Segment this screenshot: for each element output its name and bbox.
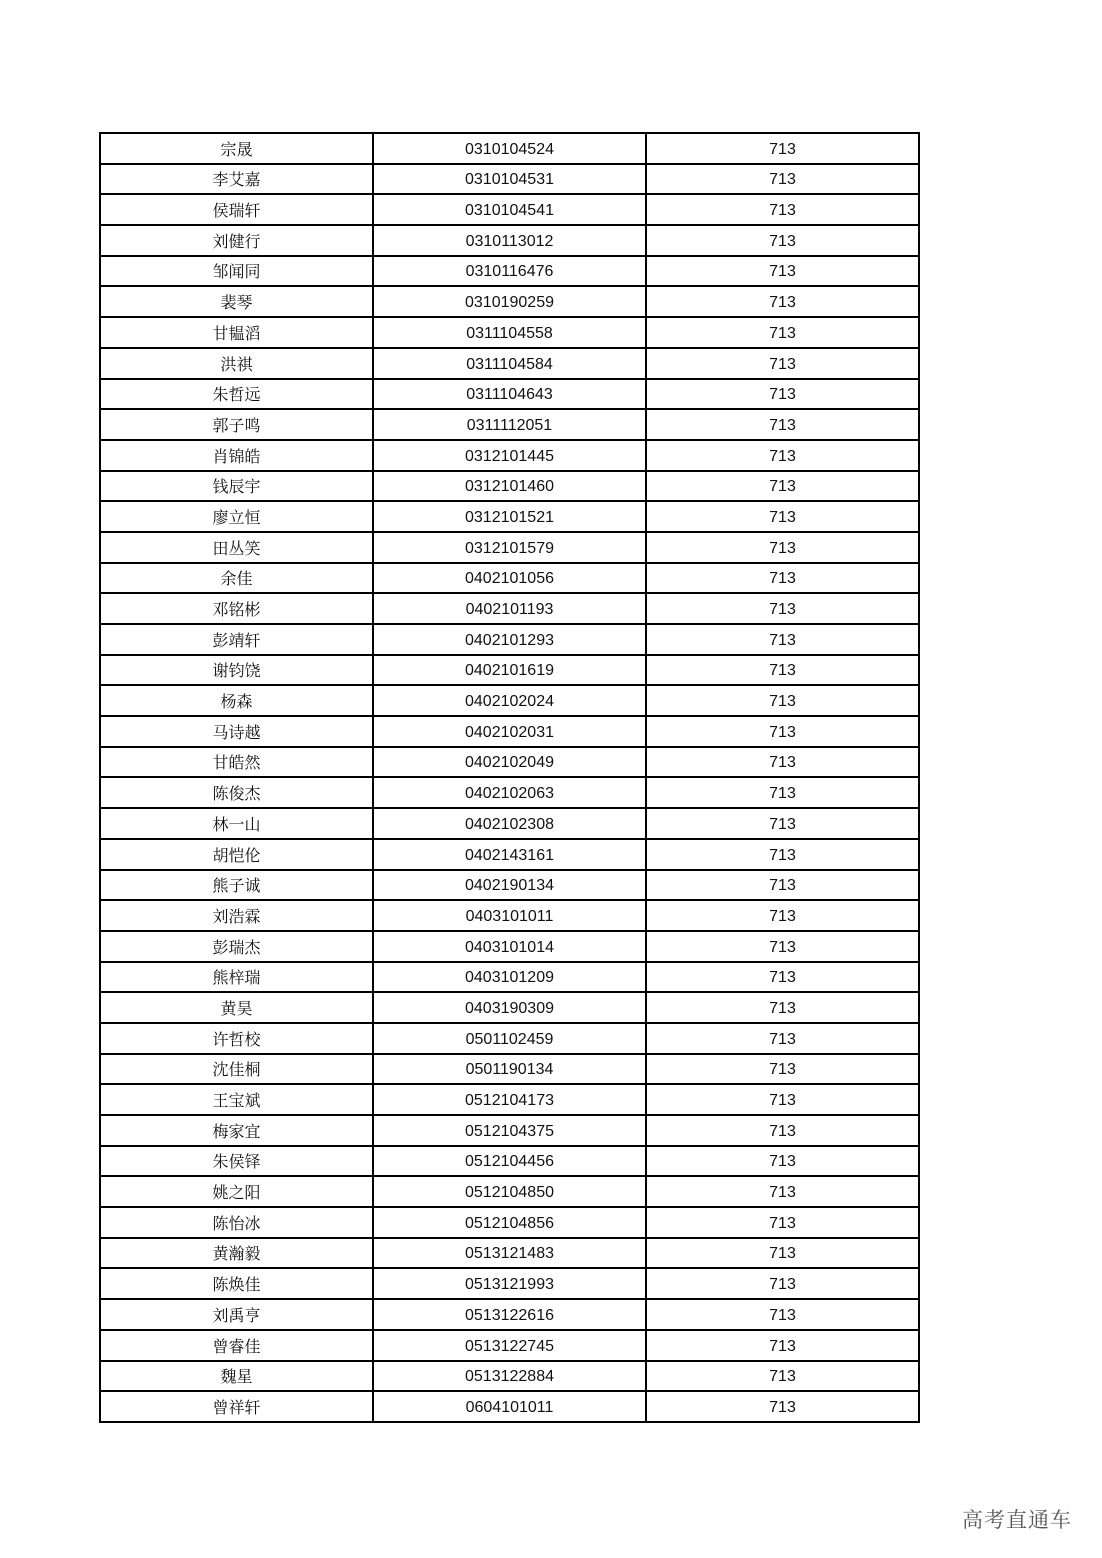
id-cell: 0402102308 xyxy=(373,808,646,839)
score-cell: 713 xyxy=(646,532,919,563)
id-cell: 0312101579 xyxy=(373,532,646,563)
name-cell: 彭瑞杰 xyxy=(100,931,373,962)
id-cell: 0513121483 xyxy=(373,1238,646,1269)
name-cell: 刘浩霖 xyxy=(100,900,373,931)
score-cell: 713 xyxy=(646,1115,919,1146)
id-cell: 0513122745 xyxy=(373,1330,646,1361)
score-cell: 713 xyxy=(646,1207,919,1238)
table-row xyxy=(100,747,919,778)
score-cell: 713 xyxy=(646,716,919,747)
name-cell: 甘韫滔 xyxy=(100,317,373,348)
score-cell: 713 xyxy=(646,563,919,594)
id-cell: 0512104850 xyxy=(373,1176,646,1207)
score-table xyxy=(99,132,920,1423)
table-row xyxy=(100,777,919,808)
score-cell: 713 xyxy=(646,348,919,379)
id-cell: 0513122616 xyxy=(373,1299,646,1330)
table-row xyxy=(100,931,919,962)
name-cell: 曾睿佳 xyxy=(100,1330,373,1361)
id-cell: 0402101619 xyxy=(373,655,646,686)
id-cell: 0512104173 xyxy=(373,1084,646,1115)
name-cell: 刘健行 xyxy=(100,225,373,256)
table-row xyxy=(100,471,919,502)
score-cell: 713 xyxy=(646,655,919,686)
name-cell: 肖锦皓 xyxy=(100,440,373,471)
table-row xyxy=(100,655,919,686)
name-cell: 沈佳桐 xyxy=(100,1054,373,1085)
score-cell: 713 xyxy=(646,1361,919,1392)
score-cell: 713 xyxy=(646,1084,919,1115)
table-row xyxy=(100,624,919,655)
score-cell: 713 xyxy=(646,777,919,808)
score-cell: 713 xyxy=(646,870,919,901)
name-cell: 王宝斌 xyxy=(100,1084,373,1115)
name-cell: 黄瀚毅 xyxy=(100,1238,373,1269)
id-cell: 0311104643 xyxy=(373,379,646,410)
score-cell: 713 xyxy=(646,379,919,410)
id-cell: 0310104524 xyxy=(373,133,646,164)
table-row xyxy=(100,256,919,287)
score-cell: 713 xyxy=(646,317,919,348)
id-cell: 0403190309 xyxy=(373,992,646,1023)
id-cell: 0310104531 xyxy=(373,164,646,195)
score-cell: 713 xyxy=(646,624,919,655)
name-cell: 黄昊 xyxy=(100,992,373,1023)
table-row xyxy=(100,900,919,931)
id-cell: 0402102031 xyxy=(373,716,646,747)
name-cell: 余佳 xyxy=(100,563,373,594)
name-cell: 邓铭彬 xyxy=(100,593,373,624)
score-cell: 713 xyxy=(646,900,919,931)
score-cell: 713 xyxy=(646,471,919,502)
table-row xyxy=(100,317,919,348)
table-row xyxy=(100,1084,919,1115)
table-row xyxy=(100,1299,919,1330)
table-row xyxy=(100,348,919,379)
table-row xyxy=(100,1268,919,1299)
id-cell: 0402143161 xyxy=(373,839,646,870)
id-cell: 0513121993 xyxy=(373,1268,646,1299)
table-row xyxy=(100,194,919,225)
table-row xyxy=(100,379,919,410)
name-cell: 邹闻同 xyxy=(100,256,373,287)
table-row xyxy=(100,409,919,440)
score-cell: 713 xyxy=(646,1330,919,1361)
score-cell: 713 xyxy=(646,992,919,1023)
id-cell: 0402101293 xyxy=(373,624,646,655)
table-row xyxy=(100,962,919,993)
name-cell: 梅家宜 xyxy=(100,1115,373,1146)
table-row xyxy=(100,1361,919,1392)
id-cell: 0512104856 xyxy=(373,1207,646,1238)
table-row xyxy=(100,1054,919,1085)
name-cell: 胡恺伦 xyxy=(100,839,373,870)
id-cell: 0402102063 xyxy=(373,777,646,808)
table-row xyxy=(100,685,919,716)
score-table-body xyxy=(100,133,919,1422)
table-row xyxy=(100,1330,919,1361)
id-cell: 0311112051 xyxy=(373,409,646,440)
id-cell: 0403101011 xyxy=(373,900,646,931)
name-cell: 谢钧饶 xyxy=(100,655,373,686)
name-cell: 廖立恒 xyxy=(100,501,373,532)
id-cell: 0310104541 xyxy=(373,194,646,225)
name-cell: 杨森 xyxy=(100,685,373,716)
table-row xyxy=(100,870,919,901)
table-row xyxy=(100,1207,919,1238)
name-cell: 陈俊杰 xyxy=(100,777,373,808)
name-cell: 陈怡冰 xyxy=(100,1207,373,1238)
table-row xyxy=(100,1176,919,1207)
table-row xyxy=(100,225,919,256)
name-cell: 魏星 xyxy=(100,1361,373,1392)
table-row xyxy=(100,1238,919,1269)
table-row xyxy=(100,563,919,594)
name-cell: 宗晟 xyxy=(100,133,373,164)
name-cell: 洪祺 xyxy=(100,348,373,379)
id-cell: 0501190134 xyxy=(373,1054,646,1085)
score-cell: 713 xyxy=(646,133,919,164)
score-cell: 713 xyxy=(646,747,919,778)
name-cell: 刘禹亨 xyxy=(100,1299,373,1330)
table-row xyxy=(100,164,919,195)
score-cell: 713 xyxy=(646,501,919,532)
score-cell: 713 xyxy=(646,839,919,870)
id-cell: 0501102459 xyxy=(373,1023,646,1054)
id-cell: 0310190259 xyxy=(373,286,646,317)
table-row xyxy=(100,440,919,471)
id-cell: 0402102049 xyxy=(373,747,646,778)
score-cell: 713 xyxy=(646,1023,919,1054)
table-row xyxy=(100,1391,919,1422)
score-cell: 713 xyxy=(646,685,919,716)
table-row xyxy=(100,593,919,624)
name-cell: 朱侯铎 xyxy=(100,1146,373,1177)
name-cell: 钱辰宇 xyxy=(100,471,373,502)
score-cell: 713 xyxy=(646,440,919,471)
score-cell: 713 xyxy=(646,1054,919,1085)
table-row xyxy=(100,1023,919,1054)
name-cell: 熊子诚 xyxy=(100,870,373,901)
name-cell: 熊梓瑞 xyxy=(100,962,373,993)
table-row xyxy=(100,716,919,747)
watermark: 高考直通车 xyxy=(962,1508,1072,1532)
name-cell: 陈焕佳 xyxy=(100,1268,373,1299)
name-cell: 林一山 xyxy=(100,808,373,839)
table-row xyxy=(100,992,919,1023)
table-row xyxy=(100,1115,919,1146)
score-cell: 713 xyxy=(646,194,919,225)
score-cell: 713 xyxy=(646,286,919,317)
table-row xyxy=(100,808,919,839)
id-cell: 0402102024 xyxy=(373,685,646,716)
id-cell: 0312101460 xyxy=(373,471,646,502)
id-cell: 0310116476 xyxy=(373,256,646,287)
score-cell: 713 xyxy=(646,962,919,993)
id-cell: 0604101011 xyxy=(373,1391,646,1422)
id-cell: 0402101193 xyxy=(373,593,646,624)
table-row xyxy=(100,1146,919,1177)
name-cell: 裴琴 xyxy=(100,286,373,317)
score-cell: 713 xyxy=(646,256,919,287)
name-cell: 曾祥轩 xyxy=(100,1391,373,1422)
id-cell: 0402190134 xyxy=(373,870,646,901)
table-row xyxy=(100,286,919,317)
id-cell: 0312101521 xyxy=(373,501,646,532)
id-cell: 0403101209 xyxy=(373,962,646,993)
id-cell: 0512104456 xyxy=(373,1146,646,1177)
score-cell: 713 xyxy=(646,164,919,195)
table-row xyxy=(100,133,919,164)
name-cell: 田丛笑 xyxy=(100,532,373,563)
score-cell: 713 xyxy=(646,1391,919,1422)
score-cell: 713 xyxy=(646,808,919,839)
id-cell: 0312101445 xyxy=(373,440,646,471)
id-cell: 0311104584 xyxy=(373,348,646,379)
name-cell: 郭子鸣 xyxy=(100,409,373,440)
score-cell: 713 xyxy=(646,1146,919,1177)
name-cell: 甘皓然 xyxy=(100,747,373,778)
score-cell: 713 xyxy=(646,931,919,962)
id-cell: 0402101056 xyxy=(373,563,646,594)
name-cell: 许哲校 xyxy=(100,1023,373,1054)
name-cell: 彭靖轩 xyxy=(100,624,373,655)
name-cell: 朱哲远 xyxy=(100,379,373,410)
score-cell: 713 xyxy=(646,1299,919,1330)
id-cell: 0512104375 xyxy=(373,1115,646,1146)
score-cell: 713 xyxy=(646,1238,919,1269)
score-cell: 713 xyxy=(646,593,919,624)
score-cell: 713 xyxy=(646,1268,919,1299)
id-cell: 0403101014 xyxy=(373,931,646,962)
table-row xyxy=(100,501,919,532)
table-row xyxy=(100,839,919,870)
score-cell: 713 xyxy=(646,409,919,440)
name-cell: 姚之阳 xyxy=(100,1176,373,1207)
id-cell: 0513122884 xyxy=(373,1361,646,1392)
id-cell: 0310113012 xyxy=(373,225,646,256)
table-row xyxy=(100,532,919,563)
id-cell: 0311104558 xyxy=(373,317,646,348)
score-cell: 713 xyxy=(646,225,919,256)
score-cell: 713 xyxy=(646,1176,919,1207)
name-cell: 侯瑞轩 xyxy=(100,194,373,225)
name-cell: 马诗越 xyxy=(100,716,373,747)
name-cell: 李艾嘉 xyxy=(100,164,373,195)
